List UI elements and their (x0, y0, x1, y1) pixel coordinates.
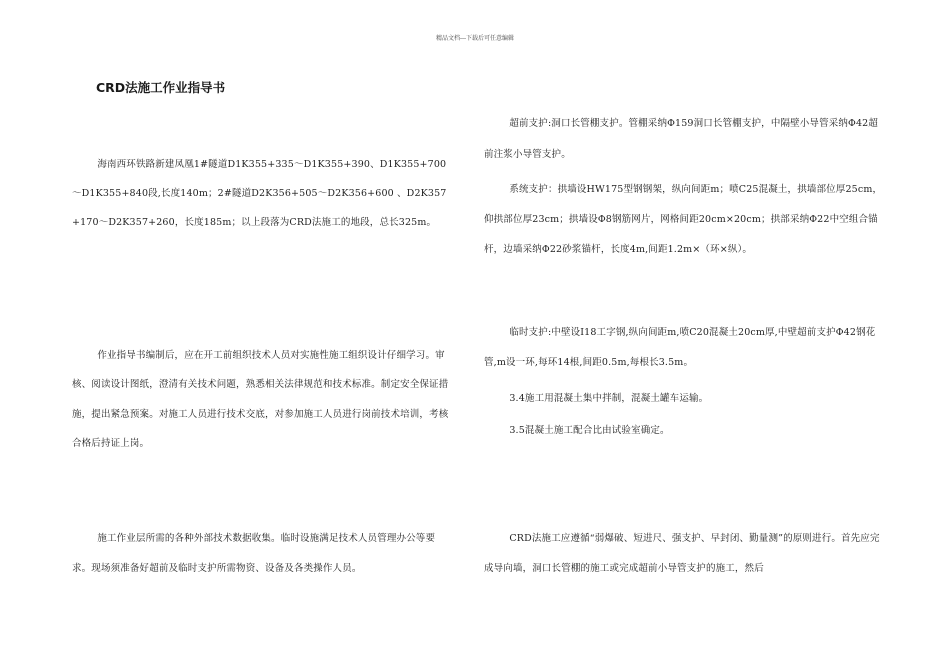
paragraph-concrete-mixing: 3.4施工用混凝土集中拌制，混凝土罐车运输。 (484, 393, 709, 404)
page-header: 精品文档---下载后可任意编辑 (435, 35, 515, 42)
paragraph-scope: 海南西环铁路新建凤凰1#隧道D1K355+335～D1K355+390、D1K355+700～D1K355+840段,长度140m；2#隧道D2K356+505～D2K356+600 、D2K357+170～D2K357+260，长度185m；以上段落为CRD法施工的地段，总长325m。 (72, 159, 447, 228)
paragraph-construction-principle: CRD法施工应遵循“弱爆破、短进尺、强支护、早封闭、勤量测”的原则进行。首先应完成导向墙，洞口长管棚的施工或完成超前小导管支护的施工，然后 (484, 533, 880, 574)
paragraph-temporary-support: 临时支护:中壁设I18工字钢,纵向间距m,喷C20混凝土20cm厚,中壁超前支护Φ42钢花管,m设一环,每环14根,间距0.5m,每根长3.5m。 (484, 327, 876, 368)
paragraph-concrete-ratio: 3.5混凝土施工配合比由试验室确定。 (484, 425, 670, 436)
paragraph-system-support: 系统支护：拱墙设HW175型钢钢架，纵向间距m；喷C25混凝土，拱墙部位厚25cm，仰拱部位厚23cm；拱墙设Φ8钢筋网片，网格间距20cm×20cm；拱部采纳Φ22中空组合锚杆，边墙采纳Φ22砂浆锚杆，长度4m,间距1.2m×（环×纵）。 (484, 184, 883, 255)
paragraph-preparation: 作业指导书编制后，应在开工前组织技术人员对实施性施工组织设计仔细学习。审核、阅读设计图纸，澄清有关技术问题，熟悉相关法律规范和技术标准。制定安全保证措施，提出紧急预案。对施工人员进行技术交底，对参加施工人员进行岗前技术培训，考核合格后持证上岗。 (72, 350, 449, 449)
document-title: CRD法施工作业指导书 (96, 80, 226, 95)
paragraph-site-preparation: 施工作业层所需的各种外部技术数据收集。临时设施满足技术人员管理办公等要求。现场须准备好超前及临时支护所需物资、设备及各类操作人员。 (72, 533, 436, 574)
paragraph-advance-support: 超前支护:洞口长管棚支护。管棚采纳Φ159洞口长管棚支护，中隔壁小导管采纳Φ42超前注浆小导管支护。 (484, 118, 879, 160)
